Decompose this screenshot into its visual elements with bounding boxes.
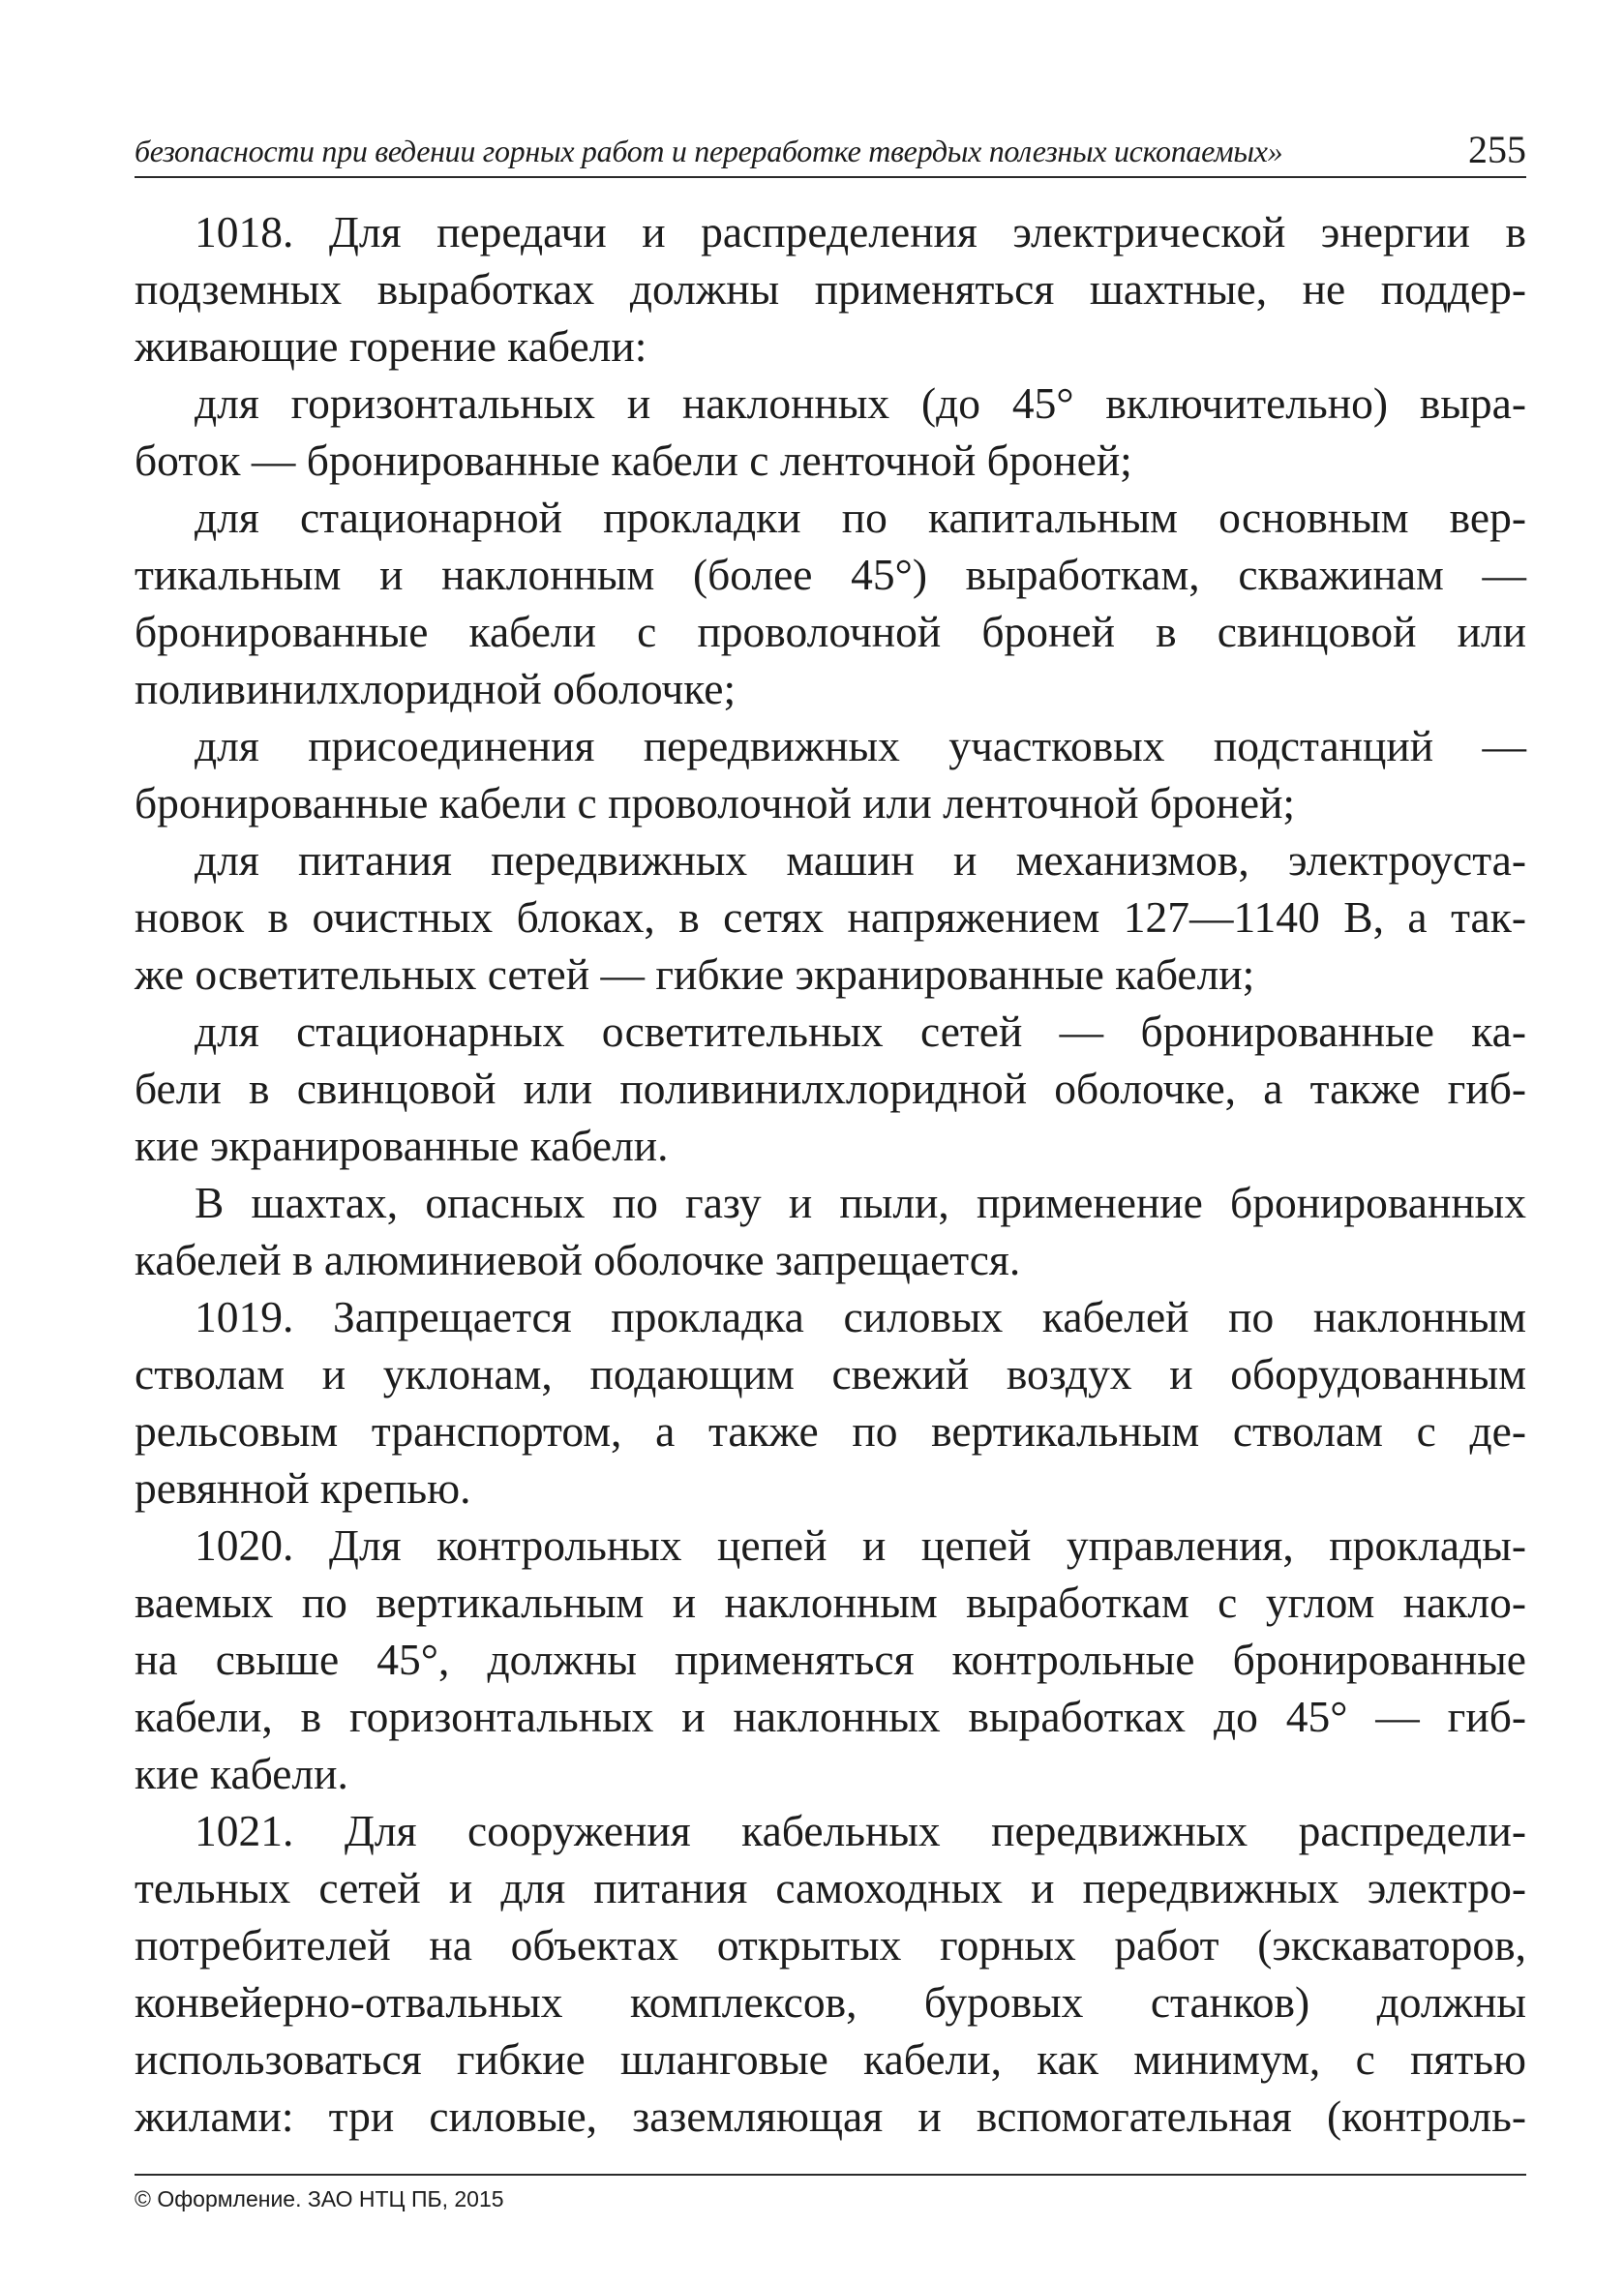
text-line: тикальным и наклонным (более 45°) выработкам, скважинам — [135, 550, 1526, 599]
text-line: кие экранированные кабели. [135, 1121, 669, 1170]
text-line: В шахтах, опасных по газу и пыли, применение бронированных [195, 1178, 1526, 1227]
text-line: кие кабели. [135, 1749, 348, 1798]
running-title: безопасности при ведении горных работ и переработке твердых полезных ископаемых» [135, 134, 1283, 168]
text-line: для присоединения передвижных участковых подстанций — [195, 721, 1526, 770]
text-line: бронированные кабели с проволочной броней в свинцовой или [135, 607, 1526, 656]
text-line: жилами: три силовые, заземляющая и вспомогательная (контроль- [135, 2091, 1526, 2141]
text-line: живающие горение кабели: [135, 321, 647, 371]
text-line: поливинилхлоридной оболочке; [135, 664, 737, 713]
text-line: на свыше 45°, должны применяться контрольные бронированные [135, 1635, 1526, 1684]
text-line: ревянной крепью. [135, 1463, 471, 1513]
text-line: конвейерно-отвальных комплексов, буровых станков) должны [135, 1977, 1526, 2027]
text-line: подземных выработках должны применяться шахтные, не поддер- [135, 264, 1526, 314]
footer-divider [135, 2174, 1526, 2176]
text-line: новок в очистных блоках, в сетях напряжением 127—1140 В, а так- [135, 892, 1526, 942]
text-line: ваемых по вертикальным и наклонным выработкам с углом накло- [135, 1578, 1526, 1627]
text-line: потребителей на объектах открытых горных работ (экскаваторов, [135, 1920, 1526, 1970]
text-line: же осветительных сетей — гибкие экранированные кабели; [135, 949, 1255, 999]
copyright-notice: © Оформление. ЗАО НТЦ ПБ, 2015 [135, 2186, 504, 2211]
text-line: 1019. Запрещается прокладка силовых кабелей по наклонным [195, 1292, 1526, 1341]
text-line: кабелей в алюминиевой оболочке запрещается. [135, 1235, 1021, 1284]
text-line: кабели, в горизонтальных и наклонных выработках до 45° — гиб- [135, 1692, 1526, 1741]
text-line: бели в свинцовой или поливинилхлоридной оболочке, а также гиб- [135, 1064, 1526, 1113]
text-line: стволам и уклонам, подающим свежий воздух и оборудованным [135, 1349, 1526, 1399]
text-line: для горизонтальных и наклонных (до 45° включительно) выра- [195, 378, 1526, 428]
text-line: 1020. Для контрольных цепей и цепей управления, проклады- [195, 1520, 1526, 1570]
text-line: для стационарных осветительных сетей — бронированные ка- [195, 1007, 1526, 1056]
text-line: боток — бронированные кабели с ленточной броней; [135, 436, 1132, 485]
page-number: 255 [1468, 128, 1526, 171]
text-line: для питания передвижных машин и механизмов, электроуста- [195, 835, 1526, 885]
text-line: тельных сетей и для питания самоходных и передвижных электро- [135, 1863, 1526, 1912]
text-line: 1018. Для передачи и распределения электрической энергии в [195, 207, 1526, 256]
text-line: для стационарной прокладки по капитальным основным вер- [195, 493, 1526, 542]
text-line: 1021. Для сооружения кабельных передвижных распредели- [195, 1806, 1526, 1855]
running-header [135, 128, 1526, 178]
text-line: использоваться гибкие шланговые кабели, как минимум, с пятью [135, 2034, 1526, 2084]
text-line: рельсовым транспортом, а также по вертикальным стволам с де- [135, 1406, 1526, 1456]
body-text [135, 203, 1526, 2145]
text-line: бронированные кабели с проволочной или ленточной броней; [135, 778, 1296, 827]
